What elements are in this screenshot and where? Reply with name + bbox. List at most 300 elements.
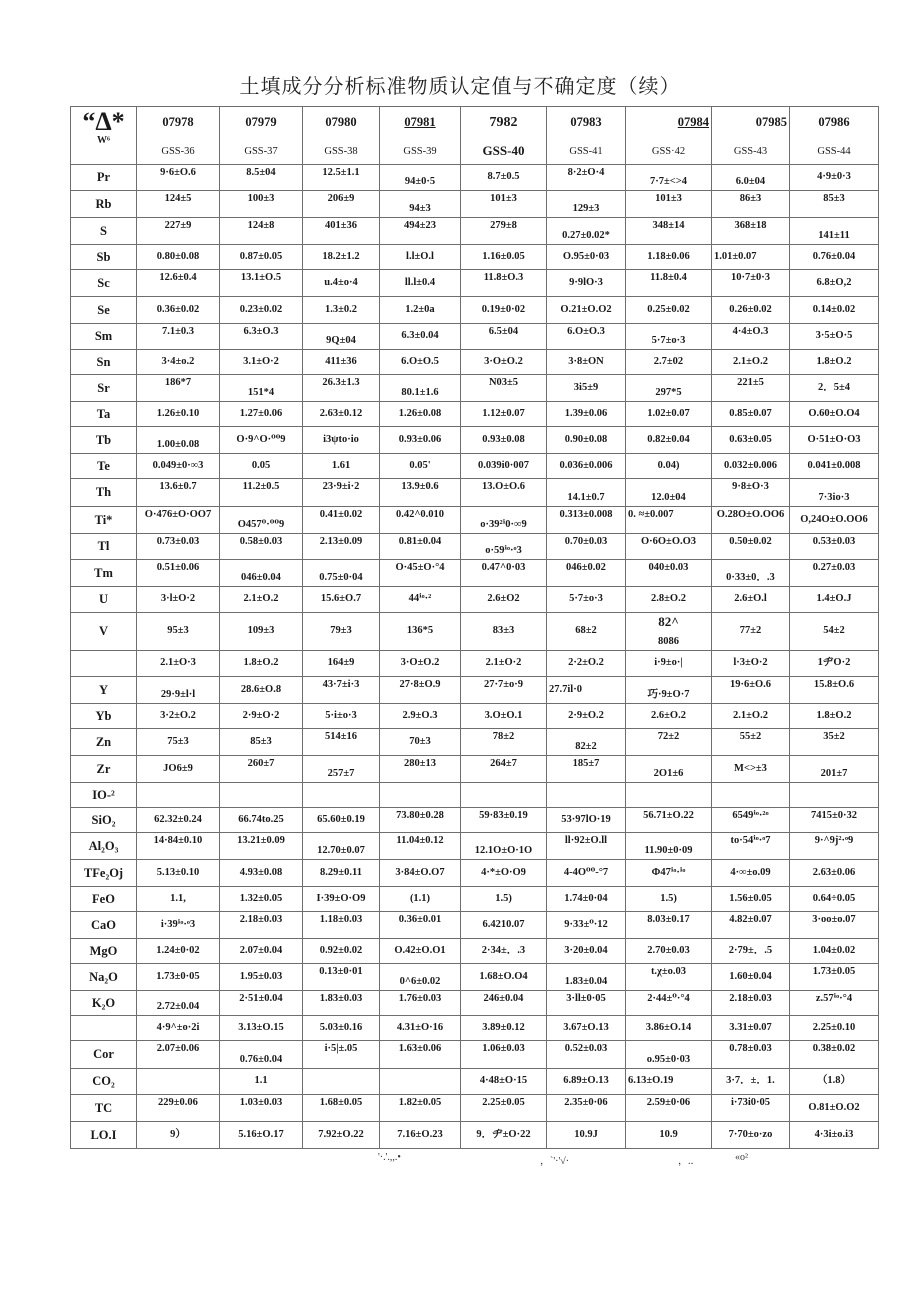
- table-cell: 1.1,: [137, 887, 220, 912]
- table-cell: 0.92±0.02: [303, 939, 380, 964]
- table-cell: 8·2±O·4: [547, 165, 626, 191]
- row-label: TFe₂Oj: [71, 860, 137, 887]
- table-cell: 2.13±0.09: [303, 534, 380, 560]
- table-cell: 5.03±0.16: [303, 1016, 380, 1041]
- table-cell: 53·97lO·19: [547, 808, 626, 833]
- table-cell: 72±2: [626, 729, 712, 756]
- table-cell: i3ψto·io: [303, 427, 380, 454]
- table-cell: (1.1): [380, 887, 461, 912]
- table-cell: 2.1±O·2: [461, 651, 547, 677]
- table-row: [71, 1095, 879, 1122]
- table-cell: 95±3: [137, 613, 220, 651]
- table-cell: 83±3: [461, 613, 547, 651]
- table-cell: N03±5: [461, 375, 547, 402]
- table-cell: 186*7: [137, 375, 220, 402]
- footnote-mark: ，`'·'√·: [540, 1156, 570, 1167]
- table-cell: 257±7: [303, 756, 380, 783]
- table-cell: 2·79±．.5: [712, 939, 790, 964]
- table-cell: 0.13±0·01: [303, 964, 380, 991]
- table-cell: 1.39±0.06: [547, 402, 626, 427]
- table-cell: 1.12±0.07: [461, 402, 547, 427]
- row-label: Sr: [71, 375, 137, 402]
- table-row: [71, 1122, 879, 1149]
- code-label: 07983: [570, 115, 602, 129]
- table-cell: 2.35±0·06: [547, 1095, 626, 1122]
- table-cell: 3.31±0.07: [712, 1016, 790, 1041]
- table-cell: 5.13±0.10: [137, 860, 220, 887]
- table-cell: 101±3: [461, 191, 547, 218]
- gss-label: GSS-43: [733, 146, 768, 158]
- table-cell: 4.82±0.07: [712, 912, 790, 939]
- table-cell: 0.52±0.03: [547, 1041, 626, 1069]
- table-cell: 1.01±0.07: [712, 245, 790, 270]
- table-row: [71, 191, 879, 218]
- table-cell: 23·9±i·2: [303, 479, 380, 507]
- table-cell: 85±3: [220, 729, 303, 756]
- table-cell: i·5|±.05: [303, 1041, 380, 1069]
- table-cell: 3·8±ON: [547, 350, 626, 375]
- gss-label: GSS-40: [482, 143, 525, 159]
- table-cell: 11.90±0·09: [626, 833, 712, 860]
- table-cell: 2·34±．.3: [461, 939, 547, 964]
- table-cell: 9·8±O·3: [712, 479, 790, 507]
- col-header: [380, 107, 461, 165]
- table-cell: 279±8: [461, 218, 547, 245]
- col-header: [220, 107, 303, 165]
- table-cell: 2.25±0.10: [790, 1016, 879, 1041]
- col-header: [626, 107, 712, 165]
- table-cell: 13.O±O.6: [461, 479, 547, 507]
- table-cell: 2.1±O.2: [220, 587, 303, 613]
- table-cell: O.81±O.O2: [790, 1095, 879, 1122]
- table-cell: 3.1±O·2: [220, 350, 303, 375]
- table-cell: 0.87±0.05: [220, 245, 303, 270]
- row-label: Se: [71, 297, 137, 324]
- table-cell: 0.25±0.02: [626, 297, 712, 324]
- table-cell: 13.21±0.09: [220, 833, 303, 860]
- table-cell: 206±9: [303, 191, 380, 218]
- col-header: [137, 107, 220, 165]
- table-cell: 0.76±0.04: [790, 245, 879, 270]
- table-cell: 185±7: [547, 756, 626, 783]
- row-label: TC: [71, 1095, 137, 1122]
- table-row: [71, 507, 879, 534]
- table-cell: 1.61: [303, 454, 380, 479]
- row-label: Sm: [71, 324, 137, 350]
- table-cell: 11.8±O.3: [461, 270, 547, 297]
- table-cell: 79±3: [303, 613, 380, 651]
- table-cell: 3·5±O·5: [790, 324, 879, 350]
- table-cell: 5·7±o·3: [626, 324, 712, 350]
- table-cell: 0.036±0.006: [547, 454, 626, 479]
- table-row: [71, 783, 879, 808]
- table-row: [71, 427, 879, 454]
- table-cell: 129±3: [547, 191, 626, 218]
- table-cell: 1ヂO·2: [790, 651, 879, 677]
- table-cell: 0.73±0.03: [137, 534, 220, 560]
- col-header: [303, 107, 380, 165]
- table-cell: 0.81±0.04: [380, 534, 461, 560]
- table-cell: 10·7±0·3: [712, 270, 790, 297]
- table-cell: 0.85±0.07: [712, 402, 790, 427]
- table-cell: 246±0.04: [461, 991, 547, 1016]
- col-header: [547, 107, 626, 165]
- table-cell: 0.14±0.02: [790, 297, 879, 324]
- table-cell: 0.36±0.02: [137, 297, 220, 324]
- table-cell: 3·2±O.2: [137, 704, 220, 729]
- table-cell: 2O1±6: [626, 756, 712, 783]
- table-cell: 0.64÷0.05: [790, 887, 879, 912]
- table-cell: O.21±O.O2: [547, 297, 626, 324]
- row-label: Tl: [71, 534, 137, 560]
- standards-table: [70, 106, 879, 1149]
- row-label: V: [71, 613, 137, 651]
- table-cell: 13.9±0.6: [380, 479, 461, 507]
- table-row: [71, 887, 879, 912]
- table-cell: 10.9: [626, 1122, 712, 1149]
- row-label: Sb: [71, 245, 137, 270]
- table-cell: [712, 783, 790, 808]
- code-label: 07978: [162, 115, 194, 129]
- table-row: [71, 704, 879, 729]
- row-label: U: [71, 587, 137, 613]
- code-label: 07979: [245, 115, 277, 129]
- table-cell: 1.73±0·05: [137, 964, 220, 991]
- table-cell: 1.03±0.03: [220, 1095, 303, 1122]
- table-row: [71, 350, 879, 375]
- table-cell: 27·8±O.9: [380, 677, 461, 704]
- table-cell: 54±2: [790, 613, 879, 651]
- table-cell: 3.67±O.13: [547, 1016, 626, 1041]
- table-row: [71, 808, 879, 833]
- row-label: Th: [71, 479, 137, 507]
- table-cell: 7415±0·32: [790, 808, 879, 833]
- table-cell: 6.3±O.3: [220, 324, 303, 350]
- table-cell: 6.O±O.5: [380, 350, 461, 375]
- table-cell: [137, 1069, 220, 1095]
- table-cell: 1.5): [461, 887, 547, 912]
- table-cell: 8.5±04: [220, 165, 303, 191]
- table-cell: 7.1±0.3: [137, 324, 220, 350]
- table-cell: 75±3: [137, 729, 220, 756]
- table-cell: 11.8±0.4: [626, 270, 712, 297]
- table-cell: 514±16: [303, 729, 380, 756]
- table-cell: 3·O±O.2: [461, 350, 547, 375]
- table-cell: [626, 613, 712, 651]
- table-cell: JO6±9: [137, 756, 220, 783]
- table-cell: 0.53±0.03: [790, 534, 879, 560]
- table-row: [71, 560, 879, 587]
- table-cell: 43·7±i·3: [303, 677, 380, 704]
- row-label: FeO: [71, 887, 137, 912]
- table-row: [71, 1016, 879, 1041]
- table-row: [71, 613, 879, 651]
- table-cell: 124±5: [137, 191, 220, 218]
- table-cell: 0.58±0.03: [220, 534, 303, 560]
- table-cell: O·6O±O.O3: [626, 534, 712, 560]
- row-label: Zr: [71, 756, 137, 783]
- table-cell: 401±36: [303, 218, 380, 245]
- table-cell: 4.31±O·16: [380, 1016, 461, 1041]
- table-row: [71, 860, 879, 887]
- table-row: [71, 375, 879, 402]
- table-cell: 164±9: [303, 651, 380, 677]
- table-cell: 2.07±0.04: [220, 939, 303, 964]
- table-cell: 2.6±O2: [461, 587, 547, 613]
- table-cell: 1.76±0.03: [380, 991, 461, 1016]
- table-cell: 297*5: [626, 375, 712, 402]
- table-cell: 6.13±O.19: [626, 1069, 712, 1095]
- table-cell: 1.68±O.O4: [461, 964, 547, 991]
- table-cell: 0.23±0.02: [220, 297, 303, 324]
- table-cell: 260±7: [220, 756, 303, 783]
- code-label: 07984: [677, 115, 709, 129]
- table-cell: 1.82±0.05: [380, 1095, 461, 1122]
- table-cell: 1.16±0.05: [461, 245, 547, 270]
- table-cell: 12.1O±O·1O: [461, 833, 547, 860]
- table-cell: 86±3: [712, 191, 790, 218]
- table-cell: 68±2: [547, 613, 626, 651]
- table-cell: 348±14: [626, 218, 712, 245]
- table-cell: 0·33±0．.3: [712, 560, 790, 587]
- corner-cell: [71, 107, 137, 165]
- table-cell: 80.1±1.6: [380, 375, 461, 402]
- table-cell: 0.75±0·04: [303, 560, 380, 587]
- table-cell: 3.13±O.15: [220, 1016, 303, 1041]
- table-cell: 0.041±0.008: [790, 454, 879, 479]
- table-cell: 0.313±0.008: [547, 507, 626, 534]
- table-cell: 1.06±0.03: [461, 1041, 547, 1069]
- table-row: [71, 324, 879, 350]
- table-cell: i·73i0·05: [712, 1095, 790, 1122]
- table-cell: 1.04±0.02: [790, 939, 879, 964]
- table-cell: u.4±o·4: [303, 270, 380, 297]
- row-label: Pr: [71, 165, 137, 191]
- row-label: LO.I: [71, 1122, 137, 1149]
- table-row: [71, 245, 879, 270]
- table-cell: 44ⁱᵒ·²: [380, 587, 461, 613]
- table-cell: 2·9±O.2: [547, 704, 626, 729]
- table-cell: l·3±O·2: [712, 651, 790, 677]
- table-row: [71, 165, 879, 191]
- table-cell: 2·44±⁰·°4: [626, 991, 712, 1016]
- gss-label: GSS-37: [244, 146, 278, 158]
- table-cell: 494±23: [380, 218, 461, 245]
- table-cell: 15.6±O.7: [303, 587, 380, 613]
- table-cell: l.l±O.l: [380, 245, 461, 270]
- table-cell: i·9±o·|: [626, 651, 712, 677]
- table-cell: 3·4±o.2: [137, 350, 220, 375]
- row-label: CO₂: [71, 1069, 137, 1095]
- table-cell: O.28O±O.OO6: [712, 507, 790, 534]
- table-cell: 0.27±0.03: [790, 560, 879, 587]
- table-cell: 6549ⁱᵒ·²ᵒ: [712, 808, 790, 833]
- table-cell: 12.70±0.07: [303, 833, 380, 860]
- table-cell: 9·^9j²·ᵒ9: [790, 833, 879, 860]
- table-cell: 0. ≈±0.007: [626, 507, 712, 534]
- table-cell: 1.73±0.05: [790, 964, 879, 991]
- table-cell: 12.6±0.4: [137, 270, 220, 297]
- table-cell: 4·∞±o.09: [712, 860, 790, 887]
- row-label: Na₂O: [71, 964, 137, 991]
- table-cell: 1.26±0.08: [380, 402, 461, 427]
- table-cell: 0.05: [220, 454, 303, 479]
- table-cell: 0.63±0.05: [712, 427, 790, 454]
- table-cell: O.60±O.O4: [790, 402, 879, 427]
- table-cell: 9Q±04: [303, 324, 380, 350]
- table-cell: 3·oo±o.07: [790, 912, 879, 939]
- table-cell: 8.7±0.5: [461, 165, 547, 191]
- table-cell: 55±2: [712, 729, 790, 756]
- table-row: [71, 729, 879, 756]
- table-cell: 2.25±0.05: [461, 1095, 547, 1122]
- table-cell: O·51±O·O3: [790, 427, 879, 454]
- table-cell: 2.63±0.06: [790, 860, 879, 887]
- table-cell: 0.93±0.06: [380, 427, 461, 454]
- table-cell: 2·2±O.2: [547, 651, 626, 677]
- table-cell: O.42±O.O1: [380, 939, 461, 964]
- table-cell: 62.32±0.24: [137, 808, 220, 833]
- table-cell: 0.76±0.04: [220, 1041, 303, 1069]
- table-cell: 2.7±02: [626, 350, 712, 375]
- table-cell: O·9^O·⁰⁰9: [220, 427, 303, 454]
- row-label: IO-²: [71, 783, 137, 808]
- table-cell: 2.6±O.2: [626, 704, 712, 729]
- page-title: 土填成分分析标准物质认定值与不确定度（续）: [239, 74, 681, 98]
- table-row: [71, 479, 879, 507]
- table-cell: 264±7: [461, 756, 547, 783]
- table-cell: 2·9±O·2: [220, 704, 303, 729]
- table-cell: 0.93±0.08: [461, 427, 547, 454]
- table-cell: 101±3: [626, 191, 712, 218]
- table-cell: 1.8±O.2: [790, 704, 879, 729]
- table-cell: 2.07±0.06: [137, 1041, 220, 1069]
- row-label: K₂O: [71, 991, 137, 1016]
- table-cell: 29·9±l·l: [137, 677, 220, 704]
- table-row: [71, 1069, 879, 1095]
- cell-extra: 8086: [658, 635, 679, 647]
- code-label: 07986: [818, 115, 850, 129]
- gss-label: GSS·42: [651, 146, 686, 158]
- table-cell: 78±2: [461, 729, 547, 756]
- table-cell: 3·20±0.04: [547, 939, 626, 964]
- code-label: 07980: [325, 115, 357, 129]
- table-cell: 1.3±0.2: [303, 297, 380, 324]
- table-cell: 2.8±O.2: [626, 587, 712, 613]
- table-cell: 2.9±O.3: [380, 704, 461, 729]
- table-cell: 1.00±0.08: [137, 427, 220, 454]
- table-cell: 151*4: [220, 375, 303, 402]
- table-cell: z.57ⁱᵒ·°4: [790, 991, 879, 1016]
- table-cell: 1.32±0.05: [220, 887, 303, 912]
- table-row: [71, 912, 879, 939]
- table-cell: 13.6±0.7: [137, 479, 220, 507]
- table-row: [71, 939, 879, 964]
- table-cell: [461, 783, 547, 808]
- table-cell: 2.72±0.04: [137, 991, 220, 1016]
- table-cell: 0.039i0·007: [461, 454, 547, 479]
- table-cell: 18.2±1.2: [303, 245, 380, 270]
- row-label: Tm: [71, 560, 137, 587]
- table-cell: 4·4±O.3: [712, 324, 790, 350]
- table-cell: 6.4210.07: [461, 912, 547, 939]
- table-cell: 7·70±o·zo: [712, 1122, 790, 1149]
- table-cell: 9·33±⁰·12: [547, 912, 626, 939]
- table-cell: 9·6±O.6: [137, 165, 220, 191]
- table-cell: 5·i±o·3: [303, 704, 380, 729]
- table-cell: 3.O±O.1: [461, 704, 547, 729]
- table-row: [71, 833, 879, 860]
- table-cell: 2.18±0.03: [220, 912, 303, 939]
- table-cell: [220, 783, 303, 808]
- table-row: [71, 454, 879, 479]
- table-cell: 1.2±0a: [380, 297, 461, 324]
- table-cell: 1.56±0.05: [712, 887, 790, 912]
- table-cell: 2.1±O.2: [712, 350, 790, 375]
- table-cell: 82±2: [547, 729, 626, 756]
- table-cell: 9．ヂ±O·22: [461, 1122, 547, 1149]
- table-cell: 56.71±O.22: [626, 808, 712, 833]
- table-cell: O·476±O·OO7: [137, 507, 220, 534]
- table-cell: 5.16±O.17: [220, 1122, 303, 1149]
- row-label: Tb: [71, 427, 137, 454]
- table-cell: 26.3±1.3: [303, 375, 380, 402]
- table-cell: 046±0.04: [220, 560, 303, 587]
- table-cell: 66.74to.25: [220, 808, 303, 833]
- row-label: Sc: [71, 270, 137, 297]
- table-cell: i·39ⁱᵒ·ᵒ3: [137, 912, 220, 939]
- table-cell: 280±13: [380, 756, 461, 783]
- table-cell: 229±0.06: [137, 1095, 220, 1122]
- table-cell: [380, 783, 461, 808]
- table-cell: 1.5): [626, 887, 712, 912]
- table-cell: 0.27±0.02*: [547, 218, 626, 245]
- table-cell: 0.41±0.02: [303, 507, 380, 534]
- table-cell: 6.89±O.13: [547, 1069, 626, 1095]
- table-cell: 2.1±O·3: [137, 651, 220, 677]
- table-cell: 27·7±o·9: [461, 677, 547, 704]
- gss-label: GSS-39: [403, 146, 437, 158]
- table-cell: 1.83±0.03: [303, 991, 380, 1016]
- footnote-mark: '·.'.,,.•: [378, 1152, 401, 1163]
- table-cell: 1.8±O.2: [220, 651, 303, 677]
- table-cell: 巧·9±O·7: [626, 677, 712, 704]
- table-cell: 2.6±O.l: [712, 587, 790, 613]
- table-cell: 6.8±O,2: [790, 270, 879, 297]
- table-cell: 2·51±0.04: [220, 991, 303, 1016]
- table-cell: 100±3: [220, 191, 303, 218]
- table-cell: 4-4O⁰⁰-°7: [547, 860, 626, 887]
- row-label: Cor: [71, 1041, 137, 1069]
- table-cell: 1.18±0.06: [626, 245, 712, 270]
- table-cell: 1.74±0·04: [547, 887, 626, 912]
- table-cell: 2.18±0.03: [712, 991, 790, 1016]
- table-cell: 0.19±0·02: [461, 297, 547, 324]
- table-cell: M<>±3: [712, 756, 790, 783]
- table-cell: 0.50±0.02: [712, 534, 790, 560]
- table-cell: 9·9lO·3: [547, 270, 626, 297]
- table-cell: 4·9^±o·2i: [137, 1016, 220, 1041]
- table-cell: 201±7: [790, 756, 879, 783]
- table-cell: ll.l±0.4: [380, 270, 461, 297]
- table-cell: O.95±0·03: [547, 245, 626, 270]
- table-body: [71, 107, 879, 1149]
- gss-label: GSS-41: [569, 146, 603, 158]
- table-cell: 0.032±0.006: [712, 454, 790, 479]
- table-cell: 8.03±0.17: [626, 912, 712, 939]
- table-cell: 8.29±0.11: [303, 860, 380, 887]
- table-cell: 1.02±0.07: [626, 402, 712, 427]
